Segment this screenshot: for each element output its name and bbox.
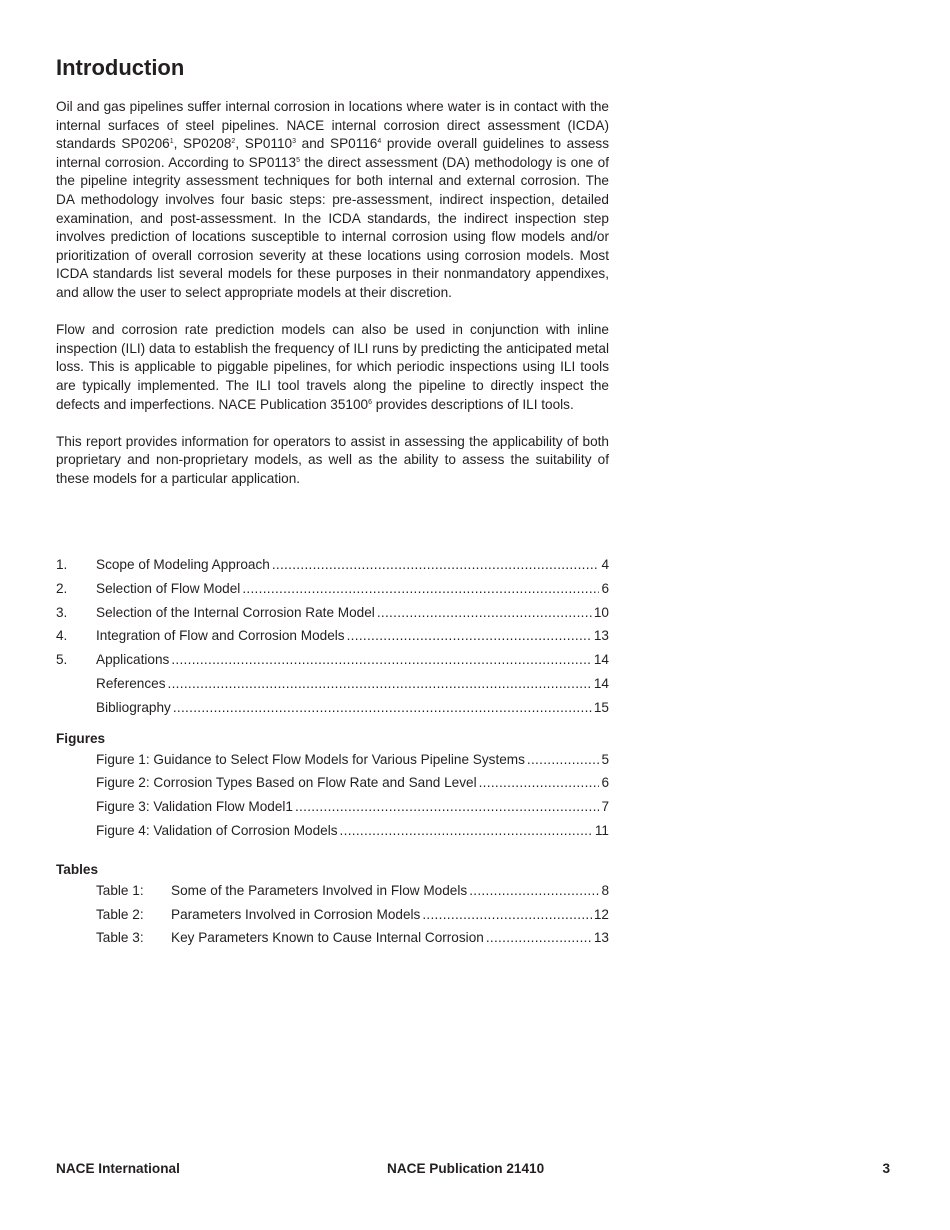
toc-entry-page: 15 xyxy=(593,699,609,715)
reference-sup: 2 xyxy=(231,138,236,146)
toc-entry-number: 5. xyxy=(56,652,68,668)
dot-leader xyxy=(340,819,593,843)
dot-leader xyxy=(377,601,592,625)
introduction-body xyxy=(56,98,609,507)
toc-entry-figure-1[interactable] xyxy=(56,748,609,772)
toc-entry-page: 14 xyxy=(593,675,609,691)
toc-entry-page: 11 xyxy=(594,822,609,838)
dot-leader xyxy=(347,624,592,648)
toc-entry-number: 4. xyxy=(56,628,68,644)
tables-heading: Tables xyxy=(56,861,99,877)
toc-entry-title: Figure 1: Guidance to Select Flow Models for Various Pipeline Systems xyxy=(96,751,525,767)
dot-leader xyxy=(486,926,592,950)
toc-entry-title: Key Parameters Known to Cause Internal Corrosion xyxy=(171,930,484,946)
toc-entry-table-1[interactable] xyxy=(56,879,609,903)
paragraph-3: This report provides information for operators to assist in assessing the applicability of both proprietary and non-proprietary models, as well as the ability to assess the suitability of these models for a particular application. xyxy=(56,433,609,486)
toc-entry-title: Scope of Modeling Approach xyxy=(96,557,270,572)
figures-heading: Figures xyxy=(56,730,106,746)
toc-entry-title: Figure 4: Validation of Corrosion Models xyxy=(96,822,338,838)
dot-leader xyxy=(295,795,599,819)
footer-organization: NACE International xyxy=(56,1161,180,1176)
toc-entry-title: Some of the Parameters Involved in Flow Models xyxy=(171,882,468,898)
toc-entry-section-5[interactable] xyxy=(56,648,609,672)
toc-entry-number: 3. xyxy=(56,604,68,620)
page-footer xyxy=(56,1160,890,1178)
dot-leader xyxy=(272,553,600,577)
toc-entry-title: References xyxy=(96,675,166,691)
footer-publication: NACE Publication 21410 xyxy=(387,1161,545,1176)
reference-sup: 1 xyxy=(169,138,174,146)
toc-entry-page: 6 xyxy=(601,580,609,596)
toc-entry-table-2[interactable] xyxy=(56,903,609,927)
toc-entry-page: 4 xyxy=(601,557,609,572)
toc-entry-title: Figure 2: Corrosion Types Based on Flow Rate and Sand Level xyxy=(96,775,477,791)
dot-leader xyxy=(242,577,599,601)
toc-entry-number: 1. xyxy=(56,557,68,572)
toc-entry-references[interactable] xyxy=(56,672,609,696)
toc-entry-page: 13 xyxy=(593,930,609,946)
reference-sup: 3 xyxy=(292,138,297,146)
toc-entry-page: 12 xyxy=(593,906,609,922)
toc-entry-section-2[interactable] xyxy=(56,577,609,601)
toc-entry-page: 7 xyxy=(601,799,609,815)
toc-entry-page: 8 xyxy=(601,882,609,898)
toc-entry-page: 13 xyxy=(593,628,609,644)
reference-sup: 6 xyxy=(368,398,372,406)
toc-entry-title: Applications xyxy=(96,652,170,668)
paragraph-2: Flow and corrosion rate prediction models can also be used in conjunction with inline inspection (ILI) data to establish the frequency of ILI runs by predicting the anticipated metal loss. This is applicable to piggable pipelines, for which periodic inspections using ILI tools are typically implemented. The ILI tool travels along the pipeline to directly inspect the defects and imperfections. NACE Publication 35100$^6$ provides descriptions of ILI tools. xyxy=(56,322,609,412)
dot-leader xyxy=(171,648,592,672)
dot-leader xyxy=(469,879,599,903)
toc-table-label: Table 3: xyxy=(96,930,144,946)
toc-entry-table-3[interactable] xyxy=(56,926,609,950)
toc-entry-title: Selection of the Internal Corrosion Rate Model xyxy=(96,604,375,620)
toc-entry-title: Selection of Flow Model xyxy=(96,580,241,596)
page-number: 3 xyxy=(882,1161,890,1176)
reference-sup: 4 xyxy=(377,138,382,146)
toc-entry-title: Parameters Involved in Corrosion Models xyxy=(171,906,421,922)
toc-entry-bibliography[interactable] xyxy=(56,696,609,720)
dot-leader xyxy=(422,903,592,927)
dot-leader xyxy=(479,771,600,795)
toc-table-label: Table 2: xyxy=(96,906,144,922)
table-of-contents xyxy=(56,553,609,950)
reference-sup: 5 xyxy=(296,156,300,164)
toc-entry-page: 14 xyxy=(593,652,609,668)
dot-leader xyxy=(527,748,600,772)
toc-entry-section-4[interactable] xyxy=(56,624,609,648)
paragraph-1: Oil and gas pipelines suffer internal corrosion in locations where water is in contact with the internal surfaces of steel pipelines. NACE internal corrosion direct assessment (ICDA) standards SP0206$^1$, SP0208$^2$, SP0110$^3$ and SP0116$^4$ provide overall guidelines to assess internal corrosion. According to SP0113$^5$ the direct assessment (DA) methodology is one of the pipeline integrity assessment techniques for both internal and external corrosion. The DA methodology involves four basic steps: pre-assessment, indirect inspection, detailed examination, and post-assessment. In the ICDA standards, the indirect inspection step involves prediction of locations susceptible to internal corrosion using flow models and/or prioritization of overall corrosion severity at these locations using corrosion models. Most ICDA standards list several models for these purposes in their nonmandatory appendixes, and allow the user to select appropriate models at their discretion. xyxy=(56,99,610,300)
toc-entry-page: 10 xyxy=(593,604,609,620)
dot-leader xyxy=(168,672,592,696)
toc-entry-title: Figure 3: Validation Flow Model1 xyxy=(96,799,293,815)
toc-table-label: Table 1: xyxy=(96,882,144,898)
toc-entry-page: 5 xyxy=(601,751,609,767)
page-title: Introduction xyxy=(56,55,185,80)
toc-entry-number: 2. xyxy=(56,580,68,596)
toc-entry-page: 6 xyxy=(601,775,609,791)
toc-entry-section-1[interactable] xyxy=(56,553,609,577)
dot-leader xyxy=(173,696,592,720)
toc-entry-figure-3[interactable] xyxy=(56,795,609,819)
toc-entry-figure-4[interactable] xyxy=(56,819,609,843)
toc-entry-section-3[interactable] xyxy=(56,601,609,625)
toc-entry-title: Integration of Flow and Corrosion Models xyxy=(96,628,345,644)
toc-entry-title: Bibliography xyxy=(96,699,171,715)
toc-entry-figure-2[interactable] xyxy=(56,771,609,795)
